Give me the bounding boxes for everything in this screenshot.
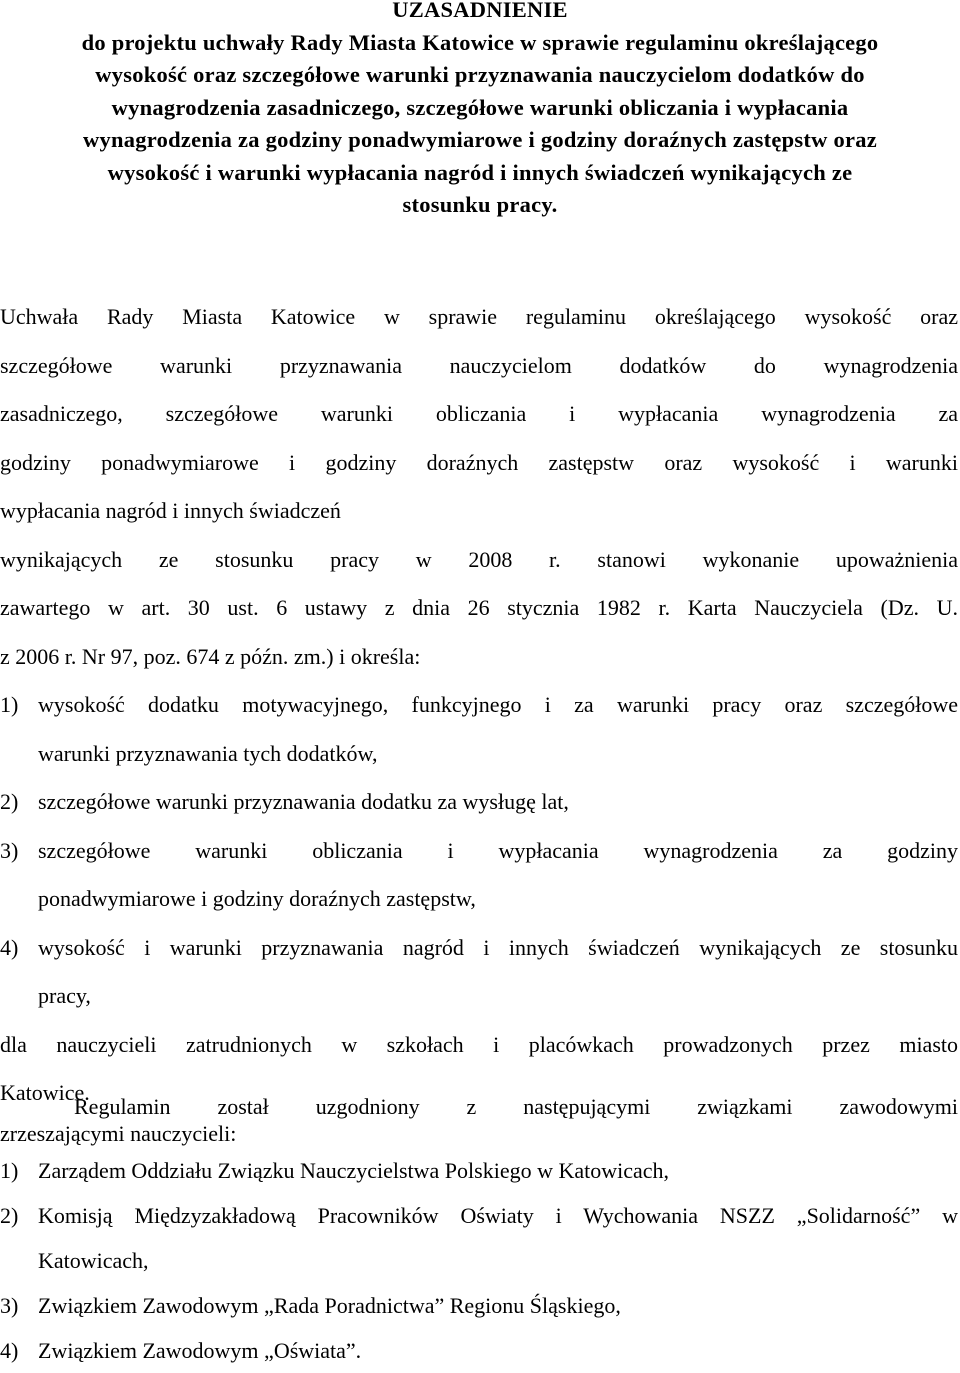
list-number: 3)	[0, 837, 19, 863]
paragraph-line: Regulamin został uzgodniony z następującymi związkami zawodowymi	[74, 1094, 958, 1119]
paragraph-line: godziny ponadwymiarowe i godziny doraźnych zastępstw oraz wysokość i warunki	[0, 449, 958, 475]
list-line: pracy,	[38, 983, 91, 1008]
consultation-paragraph	[0, 1083, 958, 1153]
header-line: wysokość oraz szczegółowe warunki przyznawania nauczycielom dodatków do	[95, 62, 865, 87]
list-number: 1)	[0, 1158, 19, 1183]
list-number: 4)	[0, 934, 19, 960]
paragraph-line: zawartego w art. 30 ust. 6 ustawy z dnia 26 stycznia 1982 r. Karta Nauczyciela (Dz. U.	[0, 595, 958, 620]
header-line: wynagrodzenia za godziny ponadwymiarowe i godziny doraźnych zastępstw oraz	[83, 127, 877, 152]
list-line: szczegółowe warunki przyznawania dodatku za wysługę lat,	[38, 789, 569, 814]
paragraph-resolution	[0, 293, 958, 681]
paragraph-line: zrzeszającymi nauczycieli:	[0, 1121, 237, 1146]
document-header	[0, 0, 960, 222]
list-number: 2)	[0, 789, 19, 814]
header-line: wysokość i warunki wypłacania nagród i innych świadczeń wynikających ze	[107, 159, 853, 185]
list-line: Katowicach,	[38, 1248, 149, 1273]
list-number: 4)	[0, 1338, 19, 1363]
list-item	[0, 1148, 958, 1193]
list-number: 1)	[0, 692, 19, 717]
closing-line: dla nauczycieli zatrudnionych w szkołach i placówkach prowadzonych przez miasto	[0, 1031, 958, 1057]
paragraph-line: wynikających ze stosunku pracy w 2008 r. stanowi wykonanie upoważnienia	[0, 546, 958, 572]
list-item	[0, 924, 958, 1021]
list-item	[0, 827, 958, 924]
list-line: Związkiem Zawodowym „Oświata”.	[38, 1338, 362, 1363]
union-list	[0, 1148, 958, 1373]
paragraph-line: szczegółowe warunki przyznawania nauczycielom dodatków do wynagrodzenia	[0, 352, 958, 378]
list-number: 2)	[0, 1203, 19, 1228]
list-line: Zarządem Oddziału Związku Nauczycielstwa Polskiego w Katowicach,	[38, 1158, 670, 1183]
list-item	[0, 1328, 958, 1373]
scope-list	[0, 681, 958, 1021]
list-line: szczegółowe warunki obliczania i wypłacania wynagrodzenia za godziny	[38, 837, 958, 863]
list-line: wysokość dodatku motywacyjnego, funkcyjnego i za warunki pracy oraz szczegółowe	[38, 692, 958, 717]
list-line: warunki przyznawania tych dodatków,	[38, 740, 378, 766]
paragraph-line: z 2006 r. Nr 97, poz. 674 z późn. zm.) i określa:	[0, 643, 421, 669]
list-number: 3)	[0, 1293, 19, 1318]
paragraph-line: zasadniczego, szczegółowe warunki obliczania i wypłacania wynagrodzenia za	[0, 401, 958, 426]
closing-line: Katowice.	[0, 1080, 90, 1105]
list-item	[0, 681, 958, 778]
document-title: UZASADNIENIE	[392, 0, 568, 22]
header-line: do projektu uchwały Rady Miasta Katowice w sprawie regulaminu określającego	[81, 29, 879, 55]
list-line: wysokość i warunki przyznawania nagród i innych świadczeń wynikających ze stosunku	[38, 934, 958, 960]
header-line: wynagrodzenia zasadniczego, szczegółowe warunki obliczania i wypłacania	[111, 94, 849, 120]
list-line: Związkiem Zawodowym „Rada Poradnictwa” Regionu Śląskiego,	[38, 1293, 621, 1318]
paragraph-line: wypłacania nagród i innych świadczeń	[0, 498, 341, 523]
list-item	[0, 1193, 958, 1283]
list-line: Komisją Międzyzakładową Pracowników Oświaty i Wychowania NSZZ „Solidarność” w	[38, 1203, 958, 1228]
paragraph-line: Uchwała Rady Miasta Katowice w sprawie regulaminu określającego wysokość oraz	[0, 304, 958, 329]
list-item	[0, 778, 958, 827]
header-line: stosunku pracy.	[402, 192, 558, 217]
list-line: ponadwymiarowe i godziny doraźnych zastępstw,	[38, 886, 476, 911]
main-body	[0, 293, 958, 1118]
list-item	[0, 1283, 958, 1328]
